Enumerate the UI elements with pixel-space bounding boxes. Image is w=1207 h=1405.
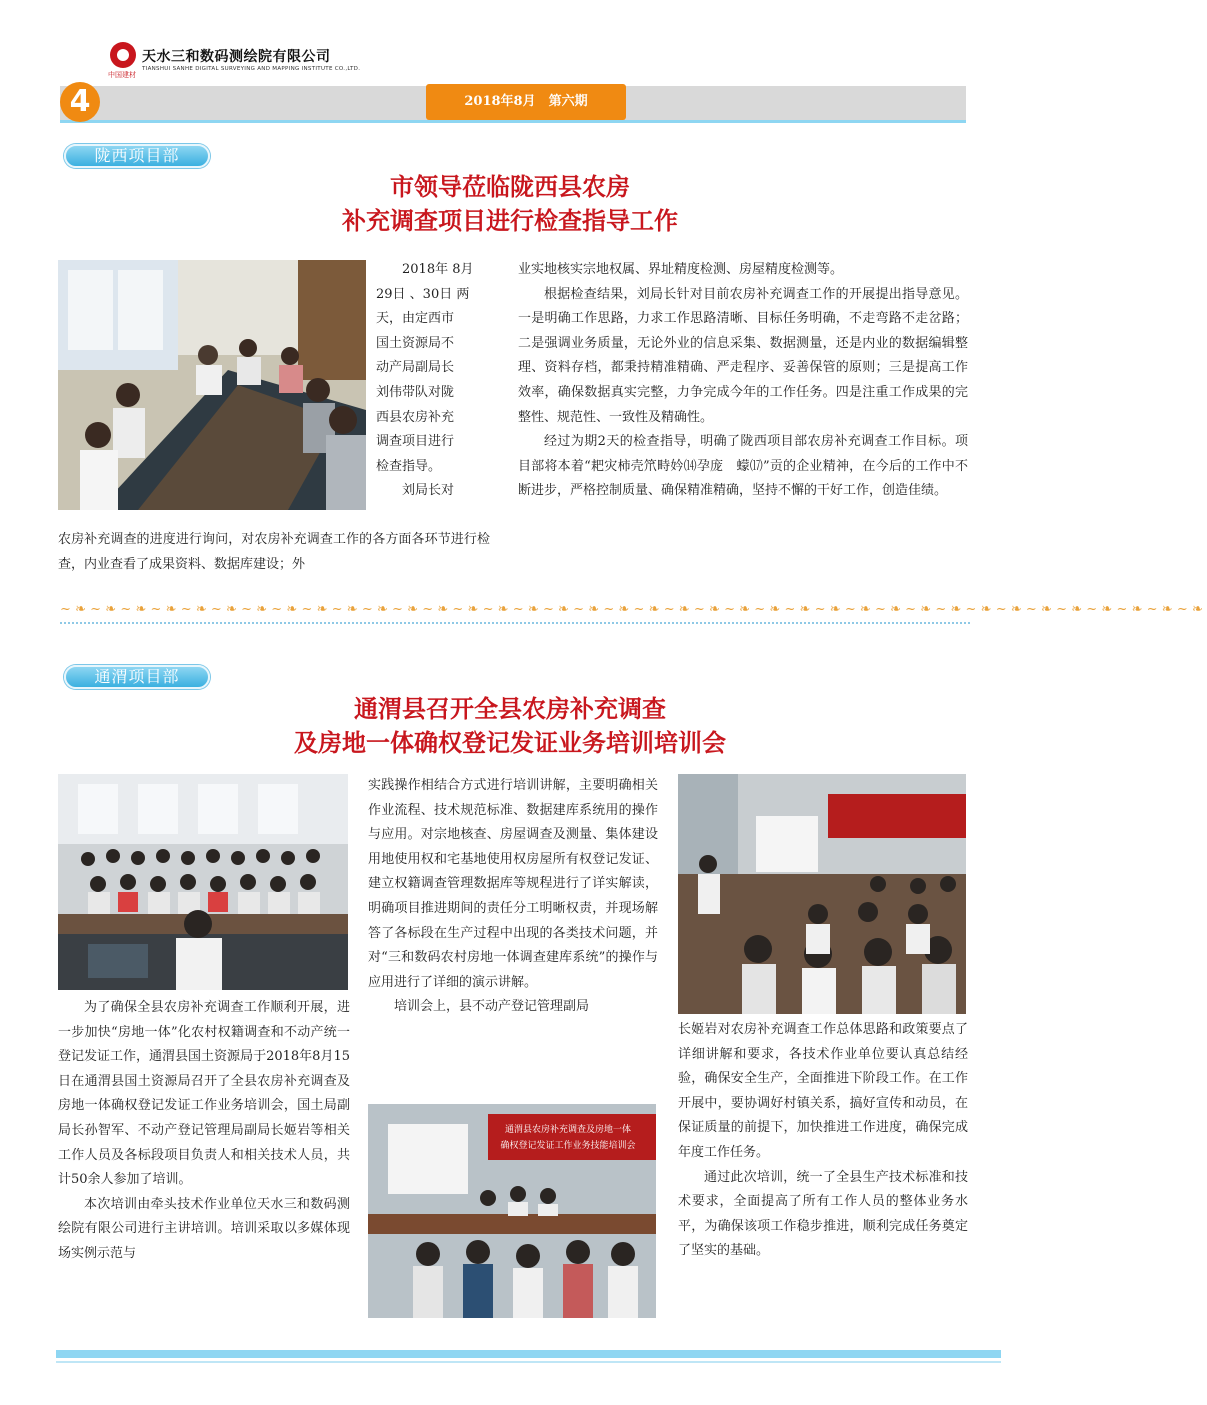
banner-text-2: 确权登记发证工作业务技能培训会 — [500, 1141, 636, 1151]
article2-col3-p1: 长姬岩对农房补充调查工作总体思路和政策要点了详细讲解和要求，各技术作业单位要认真总结经验，确保安全生产，全面推进下阶段工作。在工作开展中，要协调好村镇关系，搞好宣传和动员，在保证质量的前提下，加快推进工作进度，确保完成年度工作任务。 — [678, 1022, 968, 1160]
article2-title-line2: 及房地一体确权登记发证业务培训培训会 — [294, 729, 726, 757]
training-photo-2 — [368, 1104, 656, 1318]
footer-rule — [56, 1350, 1001, 1358]
side-line: 刘伟带队对陇 — [376, 384, 455, 400]
company-name: 天水三和数码测绘院有限公司 — [142, 49, 331, 65]
company-logo — [110, 42, 136, 68]
side-line: 国土资源局不 — [376, 335, 455, 351]
footer-rule-thin — [56, 1361, 1001, 1363]
article1-right-p2: 根据检查结果，刘局长针对目前农房补充调查工作的开展提出指导意见。一是明确工作思路，力求工作思路清晰、目标任务明确，不走弯路不走岔路；二是强调业务质量，无论外业的信息采集、数据测量，还是内业的数据编辑整理、资料存档，都秉持精准精确、严走程序、妥善保管的原则；三是提高工作效率，确保数据真实完整，力争完成今年的工作任务。四是注重工作成果的完整性、规范性、一致性及精确性。 — [518, 286, 968, 425]
training-photo-2-image — [368, 1104, 656, 1318]
company-name-en: TIANSHUI SANHE DIGITAL SURVEYING AND MAPPING INSTITUTE CO.,LTD. — [142, 66, 361, 72]
issue-label: 2018年8月 第六期 — [426, 84, 626, 120]
logo-emblem-icon — [110, 42, 136, 68]
dept-tag-tongwei: 通渭项目部 — [64, 665, 210, 689]
side-line: 刘局长对 — [402, 483, 455, 499]
article1-title-line2: 补充调查项目进行检查指导工作 — [342, 207, 678, 235]
meeting-photo-image — [58, 260, 366, 510]
side-line: 检查指导。 — [376, 458, 442, 474]
brand-sub: 中国建材 — [108, 71, 136, 79]
header-bar-blue — [60, 120, 966, 123]
article2-title-line1: 通渭县召开全县农房补充调查 — [354, 695, 666, 723]
article2-col3-p2: 通过此次培训，统一了全县生产技术标准和技术要求，全面提高了所有工作人员的整体业务水平，为确保该项工作稳步推进，顺利完成任务奠定了坚实的基础。 — [678, 1169, 968, 1259]
article1-title-line1: 市领导莅临陇西县农房 — [390, 173, 630, 201]
meeting-photo — [58, 260, 366, 510]
training-photo-1 — [58, 774, 348, 990]
article2-col1-p2: 本次培训由牵头技术作业单位天水三和数码测绘院有限公司进行主讲培训。培训采取以多媒体现场实例示范与 — [58, 1196, 350, 1261]
training-photo-3 — [678, 774, 966, 1014]
dept-tag-longxi: 陇西项目部 — [64, 144, 210, 168]
section-divider: ~❧~❧~❧~❧~❧~❧~❧~❧~❧~❧~❧~❧~❧~❧~❧~❧~❧~❧~❧~❧~❧~❧~❧~❧~❧~❧~❧~❧~❧~❧~❧~❧~❧~❧~❧~❧~❧~❧ — [60, 602, 1207, 617]
side-line: 西县农房补充 — [376, 409, 455, 425]
article2-col2-p2: 培训会上，县不动产登记管理副局 — [394, 999, 590, 1015]
article1-right-p1: 业实地核实宗地权属、界址精度检测、房屋精度检测等。 — [518, 262, 844, 277]
article2-title — [130, 692, 890, 760]
side-line: 2018年 8月 — [402, 262, 474, 277]
article1-left-paragraph: 农房补充调查的进度进行询问，对农房补充调查工作的各方面各环节进行检查，内业查看了成果资料、数据库建设；外 — [58, 532, 490, 572]
banner-text-1: 通渭县农房补充调查及房地一体 — [504, 1125, 632, 1135]
article2-col1-p1: 为了确保全县农房补充调查工作顺利开展，进一步加快“房地一体”化农村权籍调查和不动产统一登记发证工作，通渭县国土资源局于2018年8月15日在通渭县国土资源局召开了全县农房补充调查及房地一体确权登记发证工作业务培训会，国土局副局长孙智军、不动产登记管理局副局长姬岩等相关工作人员及各标段项目负责人和相关技术人员，共计50余人参加了培训。 — [58, 1000, 350, 1188]
side-line: 天，由定西市 — [376, 311, 455, 327]
side-line: 动产局副局长 — [376, 360, 455, 376]
side-line: 调查项目进行 — [376, 434, 455, 450]
training-photo-3-image — [678, 774, 966, 1014]
dotted-rule — [60, 622, 970, 624]
article1-title — [130, 170, 890, 238]
article1-side-column — [376, 258, 488, 504]
side-line: 29日 、30日 两 — [376, 286, 470, 302]
article1-right-p3: 经过为期2天的检查指导，明确了陇西项目部农房补充调查工作目标。项目部将本着“耙灾柿壳笊畤妗⒁孕庞 蠓⒄”贡的企业精神，在今后的工作中不断进步，严格控制质量、确保精准精确，坚持不懈的干好工作，创造佳绩。 — [518, 434, 968, 499]
article2-col1 — [58, 996, 350, 1267]
article2-col2-p1: 实践操作相结合方式进行培训讲解，主要明确相关作业流程、技术规范标准、数据建库系统用的操作与应用。对宗地核查、房屋调查及测量、集体建设用地使用权和宅基地使用权房屋所有权登记发证、建立权籍调查管理数据库等规程进行了详实解读，明确项目推进期间的责任分工明晰权责，并现场解答了各标段在生产过程中出现的各类技术问题，并对“三和数码农村房地一体调查建库系统”的操作与应用进行了详细的演示讲解。 — [368, 778, 658, 990]
page-number: 4 — [60, 82, 100, 122]
article2-col2 — [368, 774, 658, 1020]
article2-col3 — [678, 1018, 968, 1264]
article1-right-column — [518, 258, 968, 504]
training-photo-1-image — [58, 774, 348, 990]
